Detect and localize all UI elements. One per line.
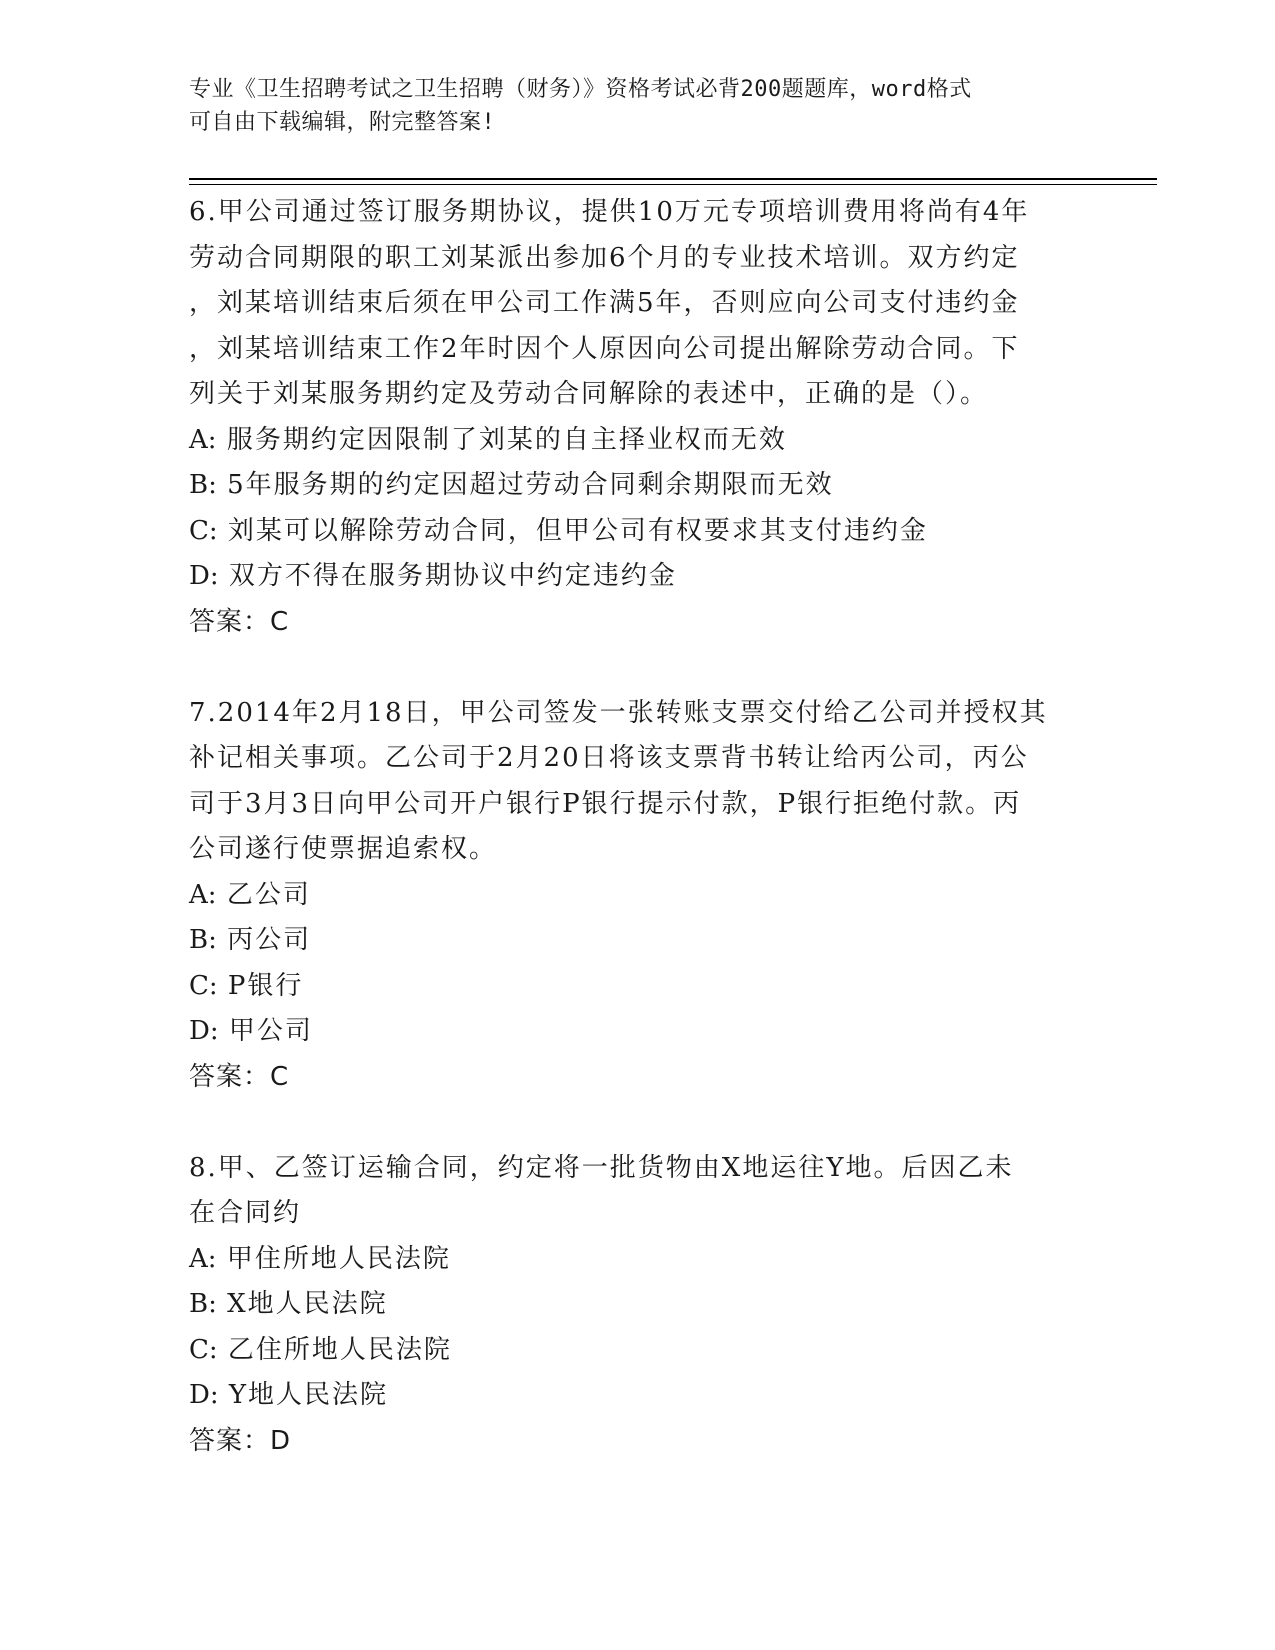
- question-7-line-2: 补记相关事项。乙公司于2月20日将该支票背书转让给丙公司，丙公: [189, 743, 1029, 773]
- option-text: 双方不得在服务期协议中约定违约金: [228, 561, 677, 591]
- option-text: 5年服务期的约定因超过劳动合同剩余期限而无效: [227, 470, 834, 500]
- question-8-line-2: 在合同约: [189, 1198, 302, 1228]
- question-8-option-d: [189, 1373, 1089, 1419]
- question-6-option-c: [189, 509, 1089, 555]
- option-key: C:: [189, 515, 218, 546]
- question-6-line-1: 6.甲公司通过签订服务期协议，提供10万元专项培训费用将尚有4年: [189, 197, 1030, 227]
- option-key: A:: [189, 879, 217, 910]
- option-key: B:: [189, 1289, 217, 1319]
- option-key: A:: [189, 1243, 217, 1274]
- question-8-option-b: [189, 1282, 1089, 1328]
- option-text: 刘某可以解除劳动合同，但甲公司有权要求其支付违约金: [227, 515, 928, 546]
- spacer: [189, 645, 1089, 691]
- option-key: D:: [189, 561, 219, 591]
- option-key: A:: [189, 424, 217, 455]
- header-line-1: 专业《卫生招聘考试之卫生招聘（财务）》资格考试必背200题题库，word格式: [189, 77, 972, 102]
- question-8-option-c: [189, 1328, 1089, 1374]
- question-7-line-3: 司于3月3日向甲公司开户银行P银行提示付款，P银行拒绝付款。丙: [189, 788, 1022, 819]
- question-6-line-2: 劳动合同期限的职工刘某派出参加6个月的专业技术培训。双方约定: [189, 242, 1020, 273]
- option-text: P银行: [227, 970, 304, 1001]
- question-6-option-a: [189, 418, 1089, 464]
- option-text: 服务期约定因限制了刘某的自主择业权而无效: [226, 424, 787, 455]
- option-key: B:: [189, 925, 217, 955]
- option-text: 乙住所地人民法院: [227, 1334, 452, 1365]
- question-7-answer: 答案：C: [189, 1061, 290, 1092]
- question-6: [189, 190, 1089, 645]
- option-key: B:: [189, 470, 217, 500]
- question-7-option-a: [189, 873, 1089, 919]
- spacer: [189, 1100, 1089, 1146]
- header-line-2: 可自由下载编辑，附完整答案!: [189, 110, 496, 135]
- question-8: [189, 1146, 1089, 1465]
- question-list: [189, 190, 1089, 1464]
- option-text: Y地人民法院: [228, 1380, 389, 1410]
- question-7-option-c: [189, 964, 1089, 1010]
- question-8-line-1: 8.甲、乙签订运输合同，约定将一批货物由X地运往Y地。后因乙未: [189, 1152, 1014, 1183]
- question-7-option-b: [189, 918, 1089, 964]
- question-6-answer: 答案：C: [189, 606, 290, 637]
- option-text: 甲住所地人民法院: [226, 1243, 451, 1274]
- question-8-option-a: [189, 1237, 1089, 1283]
- option-key: D:: [189, 1016, 219, 1046]
- question-6-line-5: 列关于刘某服务期约定及劳动合同解除的表述中，正确的是（）。: [189, 379, 989, 409]
- question-6-line-4: ，刘某培训结束工作2年时因个人原因向公司提出解除劳动合同。下: [189, 333, 1020, 364]
- question-6-line-3: ，刘某培训结束后须在甲公司工作满5年，否则应向公司支付违约金: [189, 288, 1020, 318]
- question-6-option-b: [189, 463, 1089, 509]
- option-key: D:: [189, 1380, 219, 1410]
- question-6-option-d: [189, 554, 1089, 600]
- question-7-line-1: 7.2014年2月18日，甲公司签发一张转账支票交付给乙公司并授权其: [189, 697, 1048, 728]
- option-text: 甲公司: [228, 1016, 313, 1046]
- option-key: C:: [189, 1334, 218, 1365]
- option-key: C:: [189, 970, 218, 1001]
- question-7-line-4: 公司遂行使票据追索权。: [189, 834, 498, 864]
- option-text: 乙公司: [226, 879, 311, 910]
- option-text: X地人民法院: [227, 1289, 388, 1319]
- question-7: [189, 691, 1089, 1101]
- header-divider-thick: [189, 178, 1157, 180]
- document-header: [189, 73, 1089, 139]
- header-divider-thin: [189, 184, 1157, 185]
- question-8-answer: 答案：D: [189, 1425, 292, 1456]
- option-text: 丙公司: [227, 925, 312, 955]
- question-7-option-d: [189, 1009, 1089, 1055]
